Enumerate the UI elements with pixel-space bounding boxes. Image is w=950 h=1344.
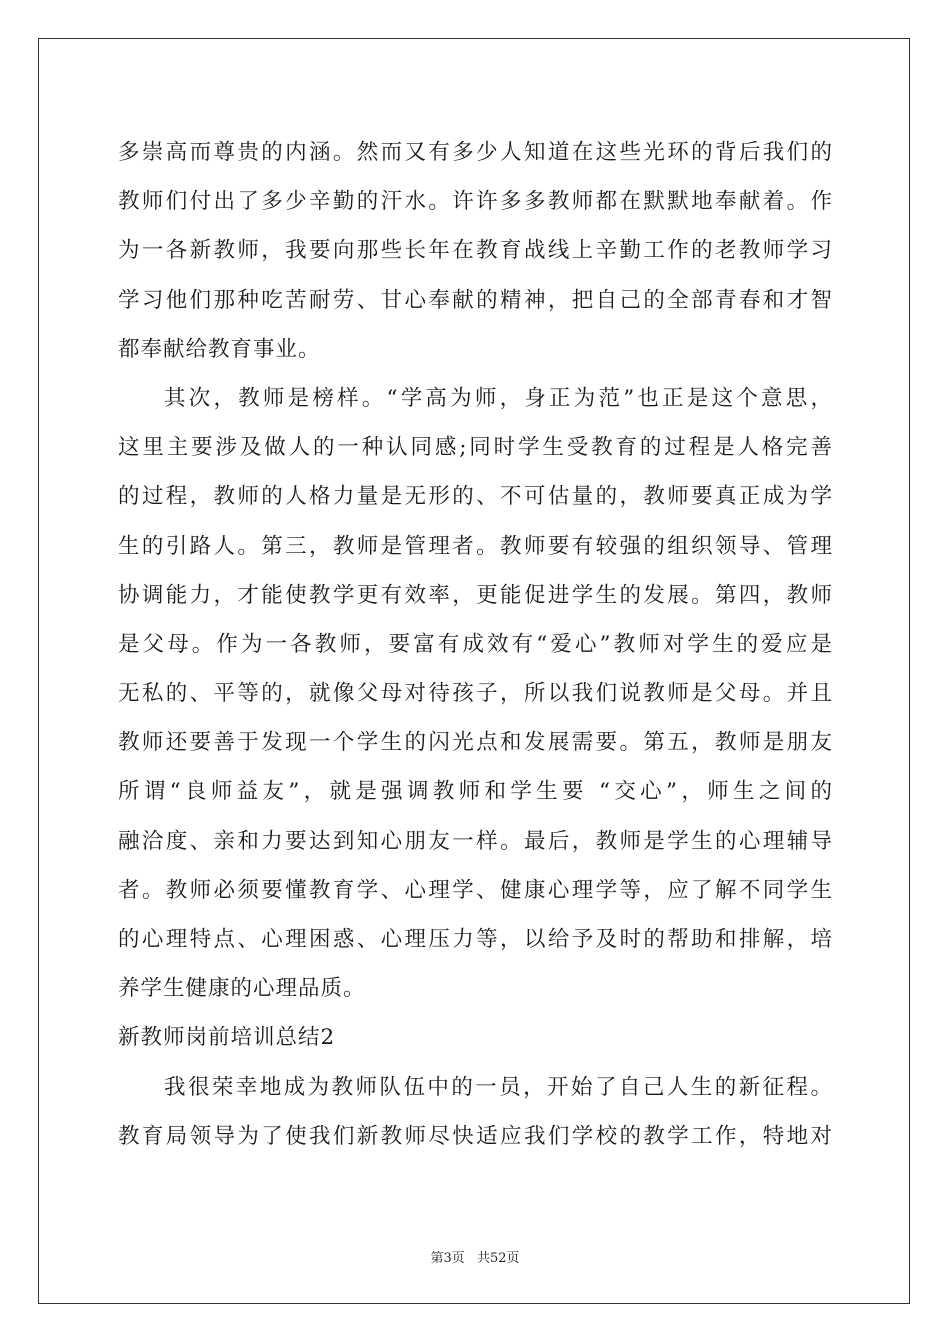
text-line: 这里主要涉及做人的一种认同感;同时学生受教育的过程是人格完善 (118, 435, 833, 461)
paragraph-first-line: 我很荣幸地成为教师队伍中的一员，开始了自己人生的新征程。 (164, 1074, 833, 1100)
text-line: 所谓“良师益友”，就是强调教师和学生要 “交心”，师生之间的 (118, 779, 833, 805)
text-line: 者。教师必须要懂教育学、心理学、健康心理学等，应了解不同学生 (118, 877, 833, 903)
page-number: 第3页 (430, 1251, 465, 1266)
text-line: 多崇高而尊贵的内涵。然而又有多少人知道在这些光环的背后我们的 (118, 140, 833, 165)
text-line: 无私的、平等的，就像父母对待孩子，所以我们说教师是父母。并且 (118, 681, 833, 707)
text-line: 教师还要善于发现一个学生的闪光点和发展需要。第五，教师是朋友 (118, 730, 833, 756)
text-line: 新教师岗前培训总结2 (118, 1025, 336, 1051)
text-line: 都奉献给教育事业。 (118, 336, 321, 362)
document-body (118, 128, 833, 1161)
page-footer (0, 1247, 950, 1266)
text-line: 的过程，教师的人格力量是无形的、不可估量的，教师要真正成为学 (118, 484, 833, 510)
text-line: 生的引路人。第三，教师是管理者。教师要有较强的组织领导、管理 (118, 533, 833, 559)
text-line: 教师们付出了多少辛勤的汗水。许许多多教师都在默默地奉献着。作 (118, 189, 833, 215)
text-line: 学习他们那种吃苦耐劳、甘心奉献的精神，把自己的全部青春和才智 (118, 287, 833, 313)
text-line: 的心理特点、心理困惑、心理压力等，以给予及时的帮助和排解，培 (118, 927, 833, 952)
text-line: 为一各新教师，我要向那些长年在教育战线上辛勤工作的老教师学习 (118, 238, 833, 264)
page-total: 共52页 (476, 1251, 520, 1266)
text-line: 融洽度、亲和力要达到知心朋友一样。最后，教师是学生的心理辅导 (118, 828, 833, 854)
paragraph-first-line: 其次，教师是榜样。“学高为师，身正为范”也正是这个意思， (164, 385, 833, 411)
text-line: 是父母。作为一各教师，要富有成效有“爱心”教师对学生的爱应是 (118, 631, 833, 657)
text-line: 协调能力，才能使教学更有效率，更能促进学生的发展。第四，教师 (118, 582, 833, 608)
text-line: 养学生健康的心理品质。 (118, 976, 366, 1002)
text-line: 教育局领导为了使我们新教师尽快适应我们学校的教学工作，特地对 (118, 1123, 833, 1149)
